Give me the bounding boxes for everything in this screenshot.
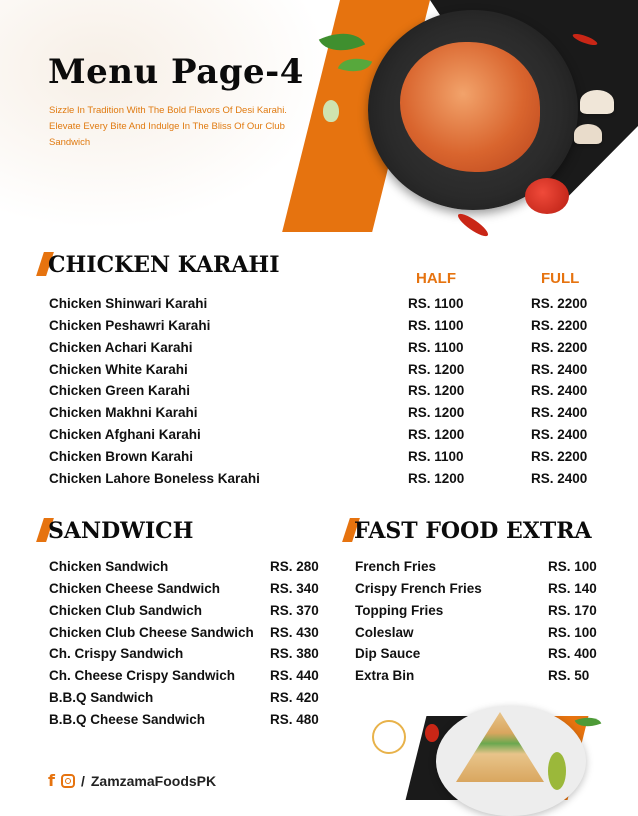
column-header-half: HALF (416, 270, 456, 287)
item-name: B.B.Q Cheese Sandwich (49, 712, 206, 727)
item-price: RS. 280 (270, 559, 319, 574)
item-price-full: RS. 2200 (531, 318, 588, 333)
sun-doodle-icon (372, 720, 406, 754)
item-name: Chicken Sandwich (49, 559, 169, 574)
column-header-full: FULL (541, 270, 580, 287)
item-price: RS. 50 (548, 668, 590, 683)
mushroom-image (580, 90, 614, 114)
item-price-half: RS. 1200 (408, 471, 465, 486)
item-name: Chicken Brown Karahi (49, 449, 194, 464)
section-title-karahi: CHICKEN KARAHI (48, 252, 280, 278)
item-name: Chicken Shinwari Karahi (49, 296, 208, 311)
item-price: RS. 480 (270, 712, 319, 727)
item-price: RS. 100 (548, 559, 597, 574)
separator-slash: / (80, 772, 85, 789)
item-price-full: RS. 2400 (531, 427, 588, 442)
item-price-full: RS. 2200 (531, 449, 588, 464)
item-name: Chicken Peshawri Karahi (49, 318, 211, 333)
item-name: Chicken Achari Karahi (49, 340, 193, 355)
item-price-half: RS. 1200 (408, 405, 465, 420)
item-name: Chicken Afghani Karahi (49, 427, 201, 442)
item-price: RS. 380 (270, 646, 319, 661)
garlic-image (323, 100, 339, 122)
item-price: RS. 340 (270, 581, 319, 596)
item-name: Extra Bin (355, 668, 415, 683)
mushroom-image (574, 124, 602, 144)
item-name: Dip Sauce (355, 646, 421, 661)
item-price: RS. 420 (270, 690, 319, 705)
item-price-half: RS. 1200 (408, 383, 465, 398)
facebook-icon[interactable]: f (48, 771, 55, 790)
item-price-full: RS. 2400 (531, 471, 588, 486)
item-price: RS. 140 (548, 581, 597, 596)
item-price: RS. 370 (270, 603, 319, 618)
item-price-half: RS. 1100 (408, 449, 464, 464)
item-price: RS. 170 (548, 603, 597, 618)
item-price-half: RS. 1200 (408, 362, 465, 377)
item-name: French Fries (355, 559, 437, 574)
item-name: Chicken Cheese Sandwich (49, 581, 221, 596)
section-title-fastfood: FAST FOOD EXTRA (354, 518, 592, 544)
item-name: Ch. Cheese Crispy Sandwich (49, 668, 236, 683)
item-price-half: RS. 1100 (408, 318, 464, 333)
tomato-image (525, 178, 569, 214)
item-name: Chicken White Karahi (49, 362, 188, 377)
chili-image (455, 211, 490, 240)
item-name: Ch. Crispy Sandwich (49, 646, 184, 661)
item-name: Chicken Makhni Karahi (49, 405, 198, 420)
social-handle[interactable] (48, 771, 216, 790)
item-price-full: RS. 2400 (531, 362, 588, 377)
item-name: Chicken Club Cheese Sandwich (49, 625, 254, 640)
tomato-image (425, 724, 439, 742)
item-price-half: RS. 1100 (408, 296, 464, 311)
page-subtitle: Sizzle In Tradition With The Bold Flavors Of Desi Karahi. Elevate Every Bite And Indulge In The Bliss Of Our Club Sandwich (49, 105, 287, 148)
item-price-full: RS. 2400 (531, 405, 588, 420)
item-price: RS. 430 (270, 625, 319, 640)
item-price-full: RS. 2400 (531, 383, 588, 398)
item-price-full: RS. 2200 (531, 340, 588, 355)
item-price: RS. 400 (548, 646, 597, 661)
item-name: Topping Fries (355, 603, 444, 618)
item-price: RS. 440 (270, 668, 319, 683)
item-name: B.B.Q Sandwich (49, 690, 154, 705)
item-name: Crispy French Fries (355, 581, 482, 596)
item-price: RS. 100 (548, 625, 597, 640)
item-price-half: RS. 1200 (408, 427, 465, 442)
page-title: Menu Page-4 (48, 52, 304, 92)
item-name: Chicken Lahore Boneless Karahi (49, 471, 260, 486)
item-price-full: RS. 2200 (531, 296, 588, 311)
section-title-sandwich: SANDWICH (48, 518, 194, 544)
instagram-icon[interactable] (61, 774, 75, 788)
item-name: Chicken Club Sandwich (49, 603, 203, 618)
item-name: Chicken Green Karahi (49, 383, 191, 398)
item-price-half: RS. 1100 (408, 340, 464, 355)
social-handle-text: ZamzamaFoodsPK (90, 772, 217, 789)
item-name: Coleslaw (355, 625, 414, 640)
pickle-image (548, 752, 566, 790)
